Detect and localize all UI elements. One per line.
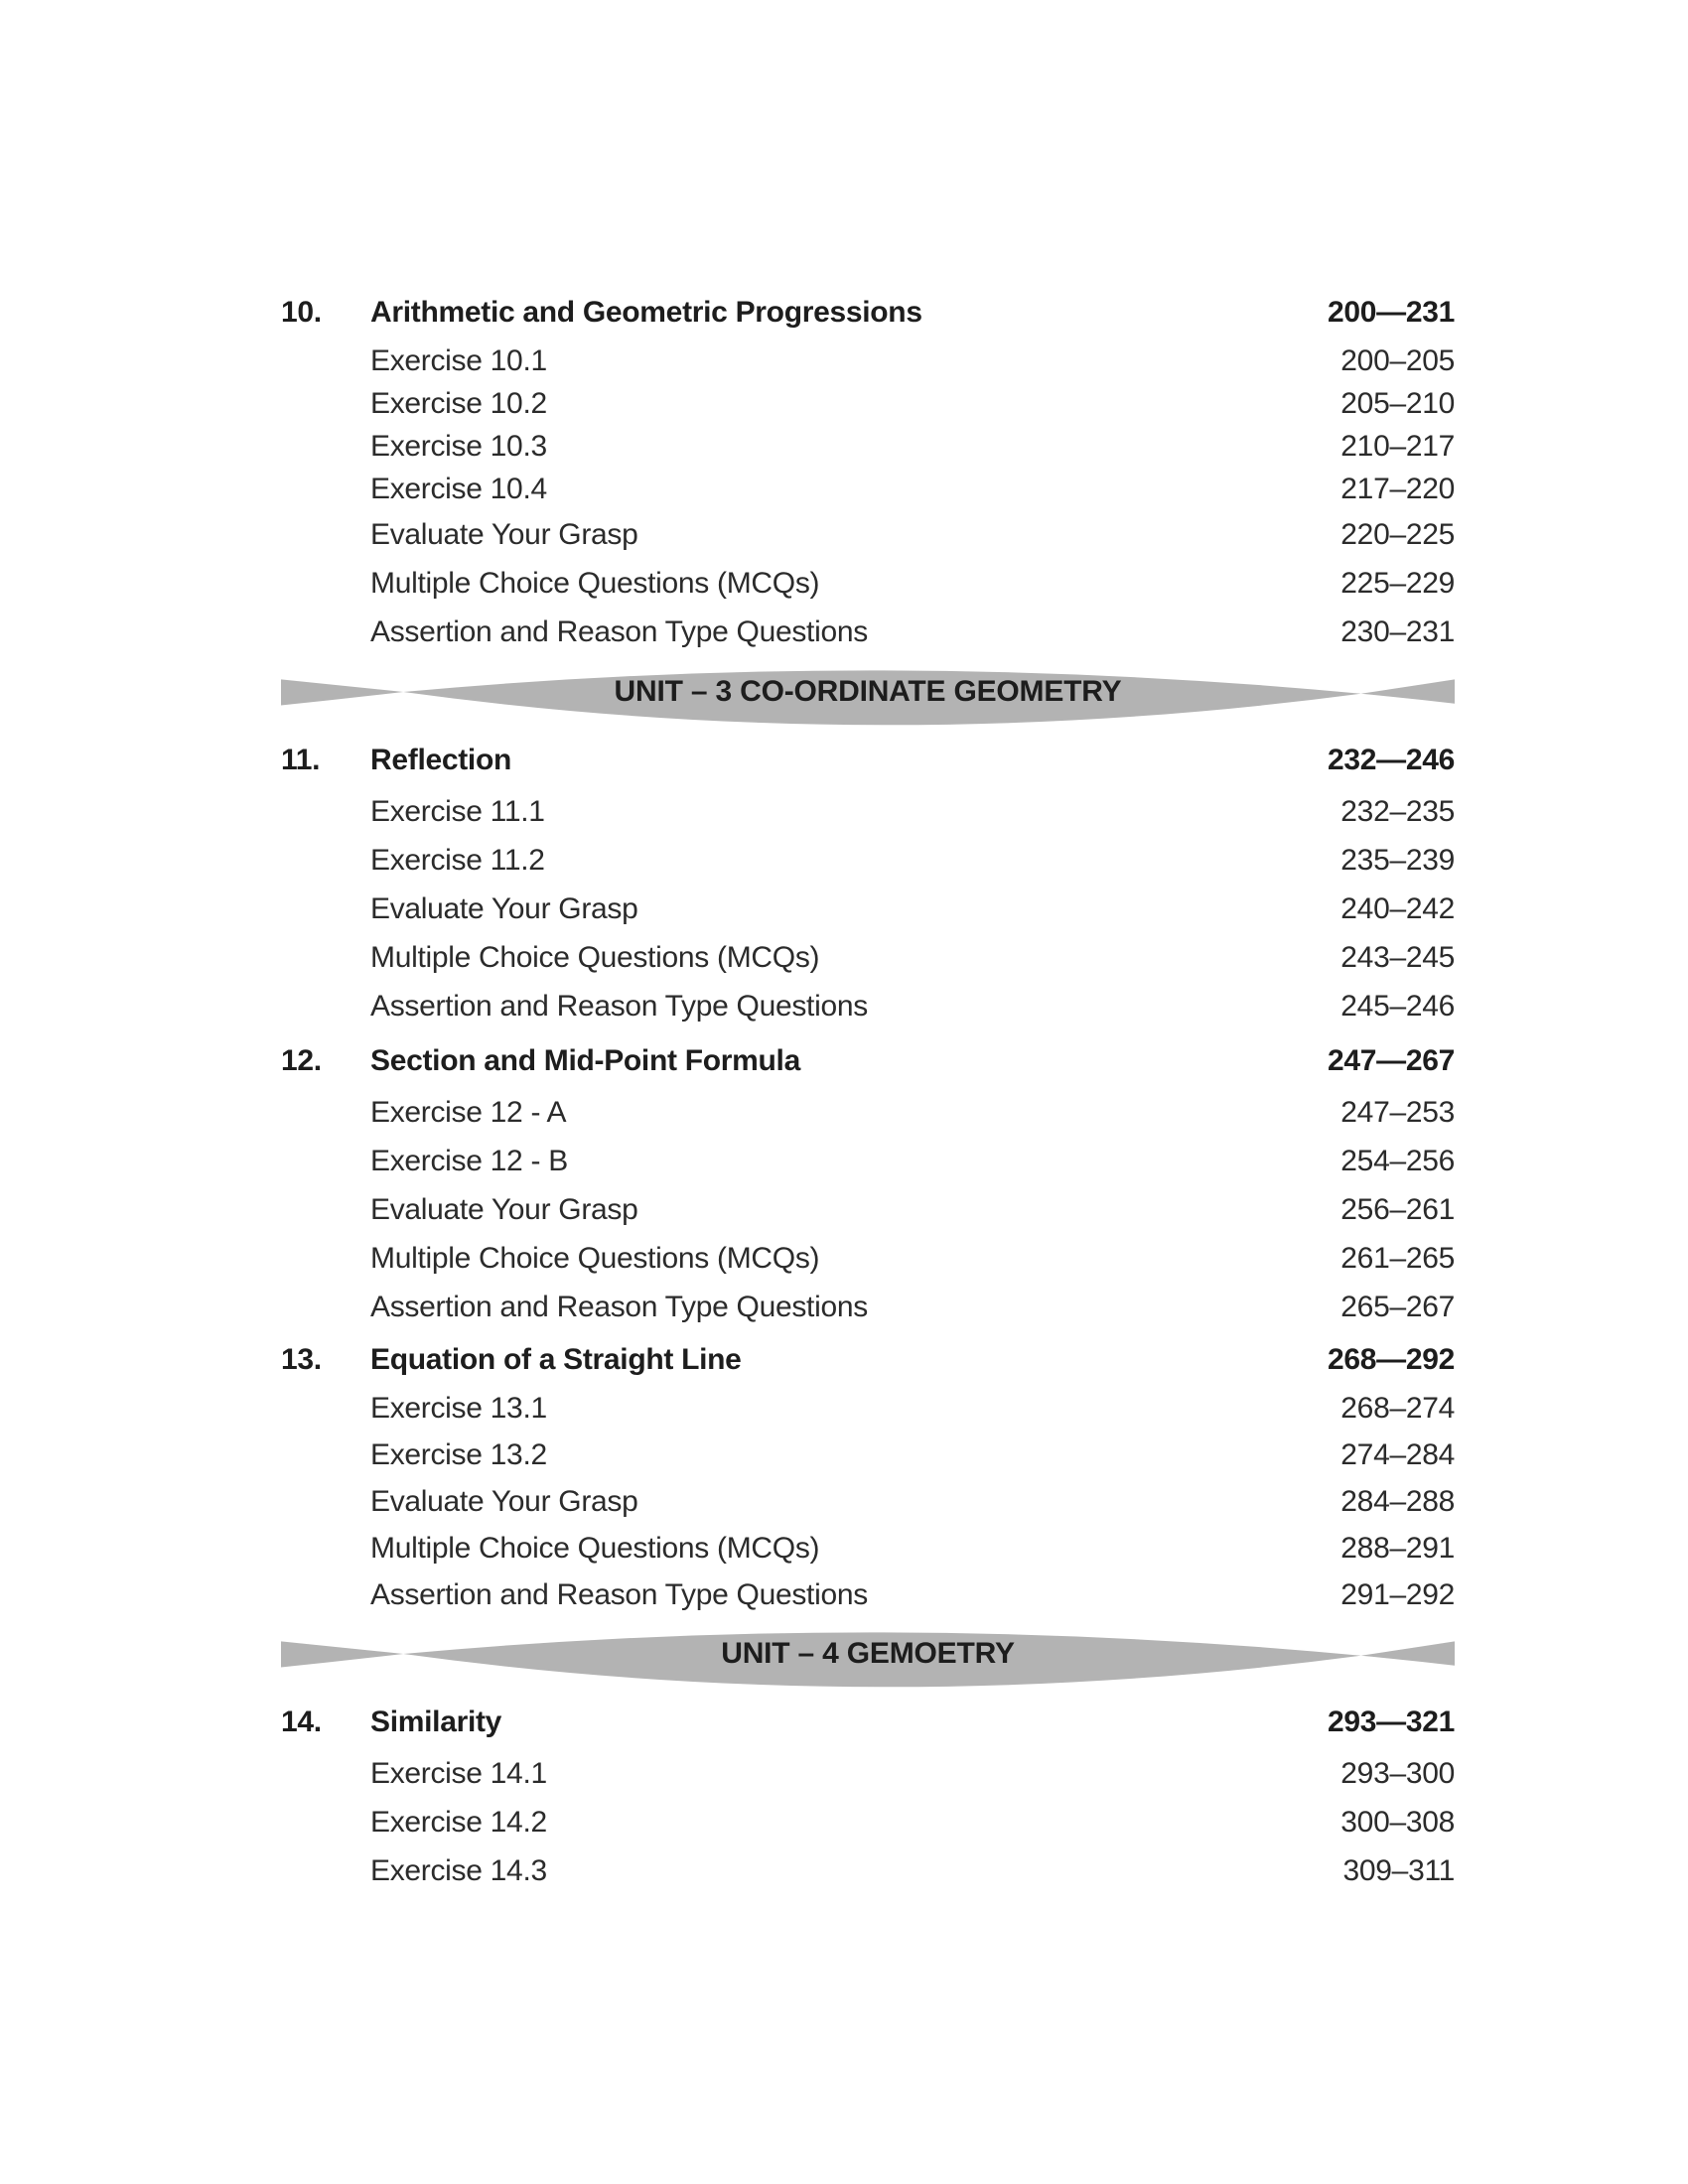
chapter-number: 12.: [281, 1044, 322, 1077]
entry-page-range: 225–229: [1340, 566, 1455, 600]
toc-entry: [370, 787, 1455, 836]
entry-page-range: 309–311: [1342, 1853, 1455, 1887]
toc-entry: [370, 559, 1455, 608]
toc-chapter-heading: [281, 1034, 1455, 1088]
entry-page-range: 232–235: [1340, 794, 1455, 828]
entry-label: Assertion and Reason Type Questions: [370, 1290, 868, 1323]
entry-page-range: 235–239: [1340, 843, 1455, 877]
chapter-title: Equation of a Straight Line: [370, 1343, 742, 1376]
unit-banner: [281, 656, 1455, 728]
chapter-number: 14.: [281, 1706, 322, 1738]
chapter-title: Reflection: [370, 744, 512, 776]
chapter-title: Arithmetic and Geometric Progressions: [370, 296, 922, 329]
chapter-title: Similarity: [370, 1706, 502, 1738]
toc-entry: [370, 1749, 1455, 1798]
toc-content: [281, 286, 1455, 1895]
entry-label: Exercise 13.1: [370, 1391, 547, 1425]
chapter-number: 13.: [281, 1343, 322, 1376]
toc-entry: [370, 836, 1455, 885]
toc-entry: [370, 425, 1455, 468]
entry-label: Exercise 14.2: [370, 1805, 547, 1839]
toc-entry: [370, 1283, 1455, 1331]
toc-entry: [370, 1234, 1455, 1283]
entry-label: Exercise 12 - B: [370, 1144, 568, 1177]
toc-entry: [370, 608, 1455, 656]
chapter-page-range: 247—267: [1327, 1044, 1455, 1077]
entry-page-range: 300–308: [1340, 1805, 1455, 1839]
toc-entry: [370, 1185, 1455, 1234]
toc-chapter: [281, 286, 1455, 656]
toc-entry: [370, 382, 1455, 425]
toc-entry: [370, 982, 1455, 1030]
chapter-number: 10.: [281, 296, 322, 329]
entry-page-range: 254–256: [1340, 1144, 1455, 1177]
toc-entry: [370, 1137, 1455, 1185]
entry-page-range: 247–253: [1340, 1095, 1455, 1129]
chapter-title: Section and Mid-Point Formula: [370, 1044, 800, 1077]
chapter-entries: [281, 1385, 1455, 1618]
toc-entry: [370, 1525, 1455, 1571]
entry-page-range: 200–205: [1340, 343, 1455, 377]
chapter-page-range: 268—292: [1327, 1343, 1455, 1376]
entry-page-range: 261–265: [1340, 1241, 1455, 1275]
entry-label: Assertion and Reason Type Questions: [370, 989, 868, 1023]
toc-entry: [370, 510, 1455, 559]
chapter-entries: [281, 787, 1455, 1030]
entry-page-range: 245–246: [1340, 989, 1455, 1023]
toc-entry: [370, 1478, 1455, 1525]
toc-chapter-heading: [281, 1335, 1455, 1385]
chapter-page-range: 293—321: [1327, 1706, 1455, 1738]
toc-chapter: [281, 1696, 1455, 1895]
toc-chapter: [281, 1034, 1455, 1331]
toc-entry: [370, 885, 1455, 933]
toc-chapter-heading: [281, 1696, 1455, 1749]
toc-entry: [370, 1432, 1455, 1478]
entry-page-range: 291–292: [1340, 1577, 1455, 1611]
entry-page-range: 240–242: [1340, 891, 1455, 925]
chapter-page-range: 232—246: [1327, 744, 1455, 776]
entry-page-range: 284–288: [1340, 1484, 1455, 1518]
entry-page-range: 243–245: [1340, 940, 1455, 974]
unit-banner-label: UNIT – 3 CO-ORDINATE GEOMETRY: [614, 675, 1122, 708]
chapter-entries: [281, 1088, 1455, 1331]
entry-page-range: 220–225: [1340, 517, 1455, 551]
entry-page-range: 256–261: [1340, 1192, 1455, 1226]
entry-page-range: 268–274: [1340, 1391, 1455, 1425]
toc-chapter: [281, 1335, 1455, 1618]
entry-page-range: 288–291: [1340, 1531, 1455, 1565]
entry-label: Multiple Choice Questions (MCQs): [370, 1531, 820, 1565]
toc-entry: [370, 933, 1455, 982]
toc-chapter-heading: [281, 734, 1455, 787]
entry-label: Exercise 10.1: [370, 343, 547, 377]
entry-page-range: 230–231: [1340, 614, 1455, 648]
entry-label: Exercise 12 - A: [370, 1095, 567, 1129]
toc-entry: [370, 1571, 1455, 1618]
entry-label: Evaluate Your Grasp: [370, 1484, 638, 1518]
chapter-number: 11.: [281, 744, 321, 776]
entry-label: Assertion and Reason Type Questions: [370, 1577, 868, 1611]
entry-page-range: 274–284: [1340, 1437, 1455, 1471]
unit-banner: [281, 1618, 1455, 1690]
entry-page-range: 205–210: [1340, 386, 1455, 420]
entry-label: Exercise 14.3: [370, 1853, 547, 1887]
toc-entry: [370, 1798, 1455, 1846]
entry-label: Evaluate Your Grasp: [370, 517, 638, 551]
entry-label: Exercise 14.1: [370, 1756, 547, 1790]
entry-label: Exercise 11.2: [370, 843, 545, 877]
entry-label: Assertion and Reason Type Questions: [370, 614, 868, 648]
entry-label: Multiple Choice Questions (MCQs): [370, 940, 820, 974]
entry-label: Evaluate Your Grasp: [370, 1192, 638, 1226]
chapter-entries: [281, 1749, 1455, 1895]
toc-entry: [370, 1846, 1455, 1895]
entry-label: Exercise 10.4: [370, 472, 547, 505]
entry-page-range: 217–220: [1340, 472, 1455, 505]
chapter-entries: [281, 340, 1455, 656]
entry-label: Exercise 11.1: [370, 794, 545, 828]
entry-label: Exercise 10.3: [370, 429, 547, 463]
toc-entry: [370, 1385, 1455, 1432]
entry-page-range: 210–217: [1340, 429, 1455, 463]
chapter-page-range: 200—231: [1327, 296, 1455, 329]
entry-label: Multiple Choice Questions (MCQs): [370, 566, 820, 600]
entry-label: Evaluate Your Grasp: [370, 891, 638, 925]
toc-chapter: [281, 734, 1455, 1030]
unit-banner-label: UNIT – 4 GEMOETRY: [721, 1637, 1015, 1670]
toc-entry: [370, 1088, 1455, 1137]
entry-page-range: 293–300: [1340, 1756, 1455, 1790]
toc-chapter-heading: [281, 286, 1455, 340]
entry-label: Exercise 10.2: [370, 386, 547, 420]
toc-entry: [370, 340, 1455, 382]
entry-page-range: 265–267: [1340, 1290, 1455, 1323]
entry-label: Exercise 13.2: [370, 1437, 547, 1471]
toc-entry: [370, 468, 1455, 510]
entry-label: Multiple Choice Questions (MCQs): [370, 1241, 820, 1275]
